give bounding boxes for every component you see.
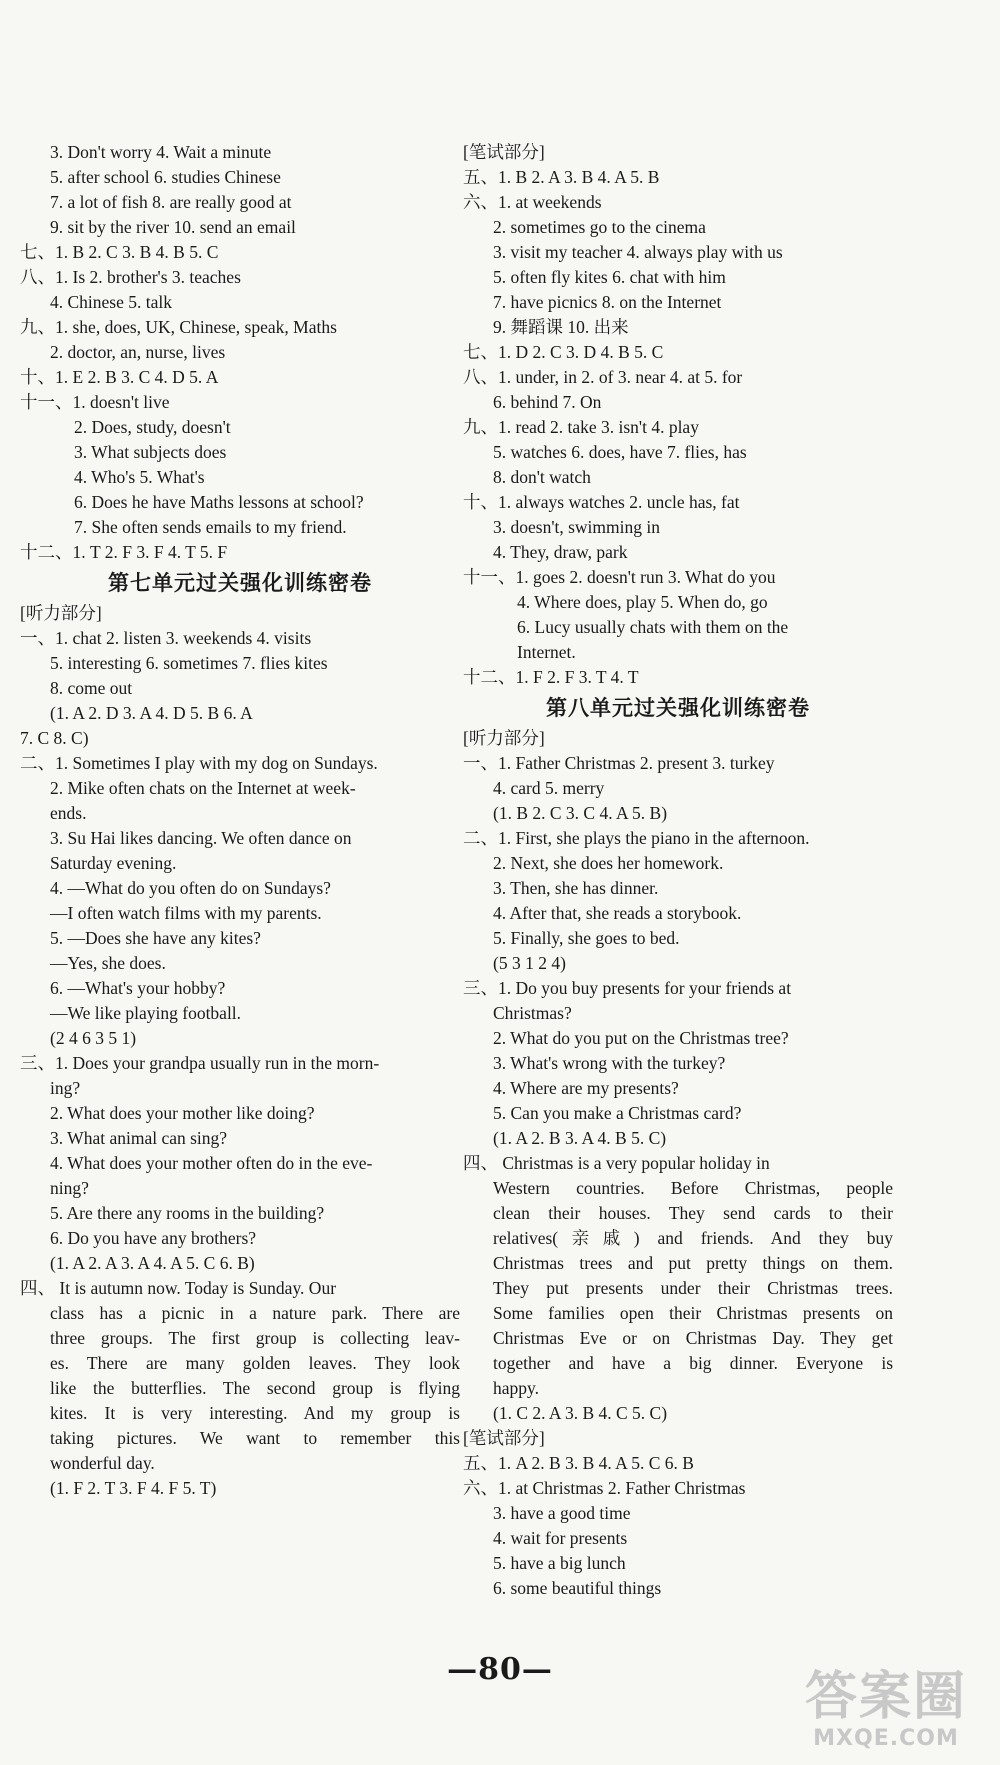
answer-line: 十一、1. doesn't live: [20, 392, 170, 412]
watermark-url: MXQE.COM: [813, 1726, 959, 1751]
answer-line: 7. She often sends emails to my friend.: [74, 517, 347, 537]
answer-line: 4. Chinese 5. talk: [50, 292, 172, 312]
answer-line: 六、1. at weekends: [463, 192, 602, 212]
answer-line: 三、1. Does your grandpa usually run in the morn-: [20, 1053, 380, 1073]
answer-line: 3. have a good time: [493, 1503, 631, 1523]
passage-line: taking pictures. We want to remember this: [50, 1428, 460, 1448]
answer-line: 2. What does your mother like doing?: [50, 1103, 315, 1123]
answer-line: Saturday evening.: [50, 853, 177, 873]
answer-line: 二、1. Sometimes I play with my dog on Sundays.: [20, 753, 378, 773]
passage-line: relatives(亲戚) and friends. And they buy: [493, 1228, 893, 1248]
answer-line: —We like playing football.: [50, 1003, 242, 1023]
answer-line: 4. Where are my presents?: [493, 1078, 679, 1098]
answer-line: (1. C 2. A 3. B 4. C 5. C): [493, 1403, 668, 1423]
answer-line: 6. Does he have Maths lessons at school?: [74, 492, 364, 512]
answer-line: 五、1. A 2. B 3. B 4. A 5. C 6. B: [463, 1453, 694, 1473]
answer-line: [笔试部分]: [463, 1428, 545, 1448]
passage-line: clean their houses. They send cards to their: [493, 1203, 893, 1223]
answer-line: 二、1. First, she plays the piano in the afternoon.: [463, 828, 810, 848]
answer-line: 5. Are there any rooms in the building?: [50, 1203, 325, 1223]
passage-line: three groups. The first group is collecting leav-: [50, 1328, 460, 1348]
answer-line: 9. sit by the river 10. send an email: [50, 217, 296, 237]
passage-line: Western countries. Before Christmas, people: [493, 1178, 893, 1198]
answer-line: ing?: [50, 1078, 81, 1098]
answer-line: happy.: [493, 1378, 540, 1398]
answer-line: (1. A 2. A 3. A 4. A 5. C 6. B): [50, 1253, 255, 1273]
answer-line: [听力部分]: [463, 728, 545, 748]
answer-line: 5. after school 6. studies Chinese: [50, 167, 281, 187]
answer-line: (1. F 2. T 3. F 4. F 5. T): [50, 1478, 217, 1498]
answer-line: 三、1. Do you buy presents for your friends at: [463, 978, 792, 998]
answer-line: 4. Who's 5. What's: [74, 467, 205, 487]
answer-line: wonderful day.: [50, 1453, 155, 1473]
section-heading: 第八单元过关强化训练密卷: [546, 696, 810, 720]
answer-line: 十一、1. goes 2. doesn't run 3. What do you: [463, 567, 776, 587]
answer-line: 7. a lot of fish 8. are really good at: [50, 192, 292, 212]
answer-line: Internet.: [517, 642, 576, 662]
passage-line: es. There are many golden leaves. They look: [50, 1353, 460, 1373]
passage-line: Christmas Eve or on Christmas Day. They get: [493, 1328, 893, 1348]
answer-line: [听力部分]: [20, 603, 102, 623]
section-heading: 第七单元过关强化训练密卷: [108, 571, 372, 595]
answer-line: Christmas?: [493, 1003, 572, 1023]
answer-line: —Yes, she does.: [50, 953, 166, 973]
answer-line: 9. 舞蹈课 10. 出来: [493, 317, 629, 337]
answer-line: 八、1. under, in 2. of 3. near 4. at 5. for: [463, 367, 743, 387]
answer-line: 7. have picnics 8. on the Internet: [493, 292, 722, 312]
answer-line: 5. have a big lunch: [493, 1553, 626, 1573]
right-column: [463, 140, 893, 1601]
passage-line: class has a picnic in a nature park. There are: [50, 1303, 460, 1323]
answer-line: 4. —What do you often do on Sundays?: [50, 878, 331, 898]
answer-line: 十二、1. F 2. F 3. T 4. T: [463, 667, 639, 687]
answer-line: 五、1. B 2. A 3. B 4. A 5. B: [463, 167, 660, 187]
answer-line: (1. A 2. B 3. A 4. B 5. C): [493, 1128, 667, 1148]
answer-line: 4. After that, she reads a storybook.: [493, 903, 742, 923]
answer-line: 八、1. Is 2. brother's 3. teaches: [20, 267, 241, 287]
answer-line: 5. often fly kites 6. chat with him: [493, 267, 726, 287]
answer-line: 2. sometimes go to the cinema: [493, 217, 706, 237]
answer-line: 2. Does, study, doesn't: [74, 417, 231, 437]
answer-line: 十、1. E 2. B 3. C 4. D 5. A: [20, 367, 219, 387]
answer-line: 3. doesn't, swimming in: [493, 517, 660, 537]
answer-line: (1. A 2. D 3. A 4. D 5. B 6. A: [50, 703, 253, 723]
answer-line: 四、 Christmas is a very popular holiday in: [463, 1153, 770, 1173]
answer-line: 5. Can you make a Christmas card?: [493, 1103, 742, 1123]
watermark-logo: [786, 1668, 986, 1758]
answer-line: 6. behind 7. On: [493, 392, 602, 412]
passage-line: Some families open their Christmas presents on: [493, 1303, 893, 1323]
answer-line: (5 3 1 2 4): [493, 953, 566, 973]
answer-line: 6. Lucy usually chats with them on the: [517, 617, 789, 637]
answer-line: 3. Then, she has dinner.: [493, 878, 659, 898]
answer-line: 2. Next, she does her homework.: [493, 853, 724, 873]
answer-line: 4. wait for presents: [493, 1528, 628, 1548]
answer-line: 六、1. at Christmas 2. Father Christmas: [463, 1478, 746, 1498]
answer-line: 九、1. read 2. take 3. isn't 4. play: [463, 417, 699, 437]
passage-line: Christmas trees and put pretty things on them.: [493, 1253, 893, 1273]
left-column: [20, 140, 460, 1501]
answer-line: 5. —Does she have any kites?: [50, 928, 261, 948]
answer-line: 7. C 8. C): [20, 728, 89, 748]
passage-line: like the butterflies. The second group is flying: [50, 1378, 460, 1398]
passage-line: kites. It is very interesting. And my group is: [50, 1403, 460, 1423]
answer-line: 6. Do you have any brothers?: [50, 1228, 257, 1248]
answer-line: 九、1. she, does, UK, Chinese, speak, Maths: [20, 317, 337, 337]
answer-line: 8. come out: [50, 678, 133, 698]
answer-line: 2. What do you put on the Christmas tree?: [493, 1028, 789, 1048]
answer-line: 5. Finally, she goes to bed.: [493, 928, 680, 948]
answer-line: [笔试部分]: [463, 142, 545, 162]
answer-line: 8. don't watch: [493, 467, 591, 487]
answer-line: ning?: [50, 1178, 89, 1198]
answer-line: 一、1. Father Christmas 2. present 3. turkey: [463, 753, 775, 773]
answer-line: 5. watches 6. does, have 7. flies, has: [493, 442, 747, 462]
answer-line: (2 4 6 3 5 1): [50, 1028, 137, 1048]
answer-line: (1. B 2. C 3. C 4. A 5. B): [493, 803, 668, 823]
answer-line: 3. Don't worry 4. Wait a minute: [50, 142, 272, 162]
page-number: —80—: [447, 1652, 553, 1687]
answer-line: 4. What does your mother often do in the eve-: [50, 1153, 373, 1173]
answer-line: 3. What animal can sing?: [50, 1128, 228, 1148]
answer-line: 4. Where does, play 5. When do, go: [517, 592, 768, 612]
answer-line: 十二、1. T 2. F 3. F 4. T 5. F: [20, 542, 228, 562]
answer-line: 一、1. chat 2. listen 3. weekends 4. visits: [20, 628, 312, 648]
answer-line: 七、1. B 2. C 3. B 4. B 5. C: [20, 242, 219, 262]
answer-line: 2. doctor, an, nurse, lives: [50, 342, 226, 362]
passage-line: They put presents under their Christmas trees.: [493, 1278, 893, 1298]
answer-line: —I often watch films with my parents.: [50, 903, 322, 923]
answer-line: 6. some beautiful things: [493, 1578, 662, 1598]
answer-line: 四、 It is autumn now. Today is Sunday. Our: [20, 1278, 337, 1298]
answer-line: 4. card 5. merry: [493, 778, 605, 798]
answer-line: 3. What's wrong with the turkey?: [493, 1053, 726, 1073]
answer-line: 5. interesting 6. sometimes 7. flies kites: [50, 653, 328, 673]
answer-line: 6. —What's your hobby?: [50, 978, 226, 998]
passage-line: together and have a big dinner. Everyone is: [493, 1353, 893, 1373]
watermark-logo-text: 答案圈: [804, 1667, 967, 1727]
answer-line: 3. visit my teacher 4. always play with us: [493, 242, 783, 262]
answer-line: 3. Su Hai likes dancing. We often dance on: [50, 828, 352, 848]
answer-line: 七、1. D 2. C 3. D 4. B 5. C: [463, 342, 664, 362]
answer-line: 4. They, draw, park: [493, 542, 628, 562]
answer-line: 3. What subjects does: [74, 442, 227, 462]
answer-line: ends.: [50, 803, 87, 823]
answer-line: 十、1. always watches 2. uncle has, fat: [463, 492, 740, 512]
answer-line: 2. Mike often chats on the Internet at week-: [50, 778, 356, 798]
